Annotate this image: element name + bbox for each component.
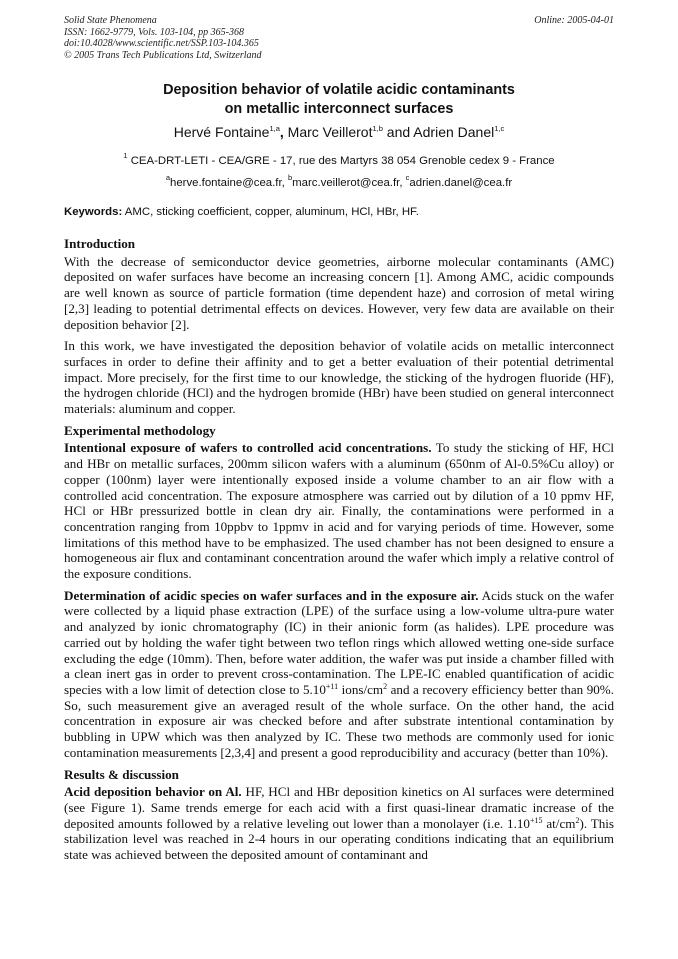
email-separator: ,: [399, 177, 406, 189]
exponent: 2: [575, 815, 580, 825]
email-address: adrien.danel@cea.fr: [409, 177, 513, 189]
paper-body: [64, 236, 614, 869]
author-name: Adrien Danel: [413, 124, 495, 140]
section-heading-methodology: Experimental methodology: [64, 422, 216, 438]
paragraph-lead: Determination of acidic species on wafer surfaces and in the exposure air.: [64, 587, 479, 603]
affiliation-mark: 1: [123, 151, 128, 160]
section-heading-introduction: Introduction: [64, 236, 136, 251]
journal-header: [64, 15, 262, 61]
title-line-2: on metallic interconnect surfaces: [224, 101, 454, 117]
paragraph: With the decrease of semiconductor device geometries, airborne molecular contaminants (AMC) deposited on wafer surfaces have become an increasing concern [1]. Among AMC, acidic compounds are well known as source of particle formation (time dependent haze) and corrosion of metal wiring [2,3] leading to potential detrimental effects on devices. However, very few data are available on their deposition behavior [2].: [64, 253, 614, 332]
author-affiliation-mark: 1,a: [269, 124, 280, 133]
paragraph: [64, 440, 614, 581]
online-date: Online: 2005-04-01: [534, 15, 614, 26]
paragraph: In this work, we have investigated the deposition behavior of volatile acids on metallic interconnect surfaces in order to define their affinity and to get a better evaluation of their potential detrimental impact. More precisely, for the first time to our knowledge, the sticking of the hydrogen fluoride (HF), the hydrogen chloride (HCl) and the hydrogen bromide (HBr) have been studied on general interconnect materials: aluminum and copper.: [64, 338, 614, 417]
journal-issn: ISSN: 1662-9779, Vols. 103-104, pp 365-368: [64, 26, 244, 38]
author-affiliation-mark: 1,c: [494, 124, 505, 133]
keywords: [64, 204, 614, 220]
paper-title: [64, 81, 614, 119]
email-mark: c: [405, 173, 410, 182]
email-mark: b: [287, 173, 293, 182]
exponent: +11: [325, 681, 339, 691]
paragraph-lead: Acid deposition behavior on Al.: [64, 784, 242, 800]
paragraph: [64, 784, 614, 863]
author-name: Hervé Fontaine: [173, 124, 270, 140]
journal-name: Solid State Phenomena: [64, 15, 157, 26]
paragraph-text: HF, HCl and HBr deposition kinetics on Al surfaces were determined (see Figure 1). Same trends emerge for each acid with a first quasi-linear dramatic increase of the deposited amounts followed by a relative leveling out lower than a monolayer (i.e. 1.10: [64, 784, 614, 831]
author-separator: and: [382, 124, 414, 140]
paragraph-text: Acids stuck on the wafer were collected by a liquid phase extraction (LPE) of the surface using a low-volume ultra-pure water and analyzed by ionic chromatography (IC) in their anionic form (as halides). LPE procedure was carried out by holding the wafer tight between two teflon rings which allowed wetting one-side surface excluding the edge (10mm). Then, before water addition, the wafer was put inside a chamber filled with a clean inert gas in order to prevent cross-contamination. The LPE-IC enabled quantification of acidic species with a low limit of detection close to 5.10: [64, 587, 614, 697]
author-list: [64, 122, 614, 142]
email-list: [64, 175, 614, 191]
email-address: herve.fontaine@cea.fr: [170, 177, 282, 189]
journal-copyright: © 2005 Trans Tech Publications Ltd, Switzerland: [64, 49, 262, 61]
paragraph-text: at/cm: [542, 815, 576, 831]
section-heading-results: Results & discussion: [64, 766, 179, 782]
paragraph-lead: Intentional exposure of wafers to controlled acid concentrations.: [64, 440, 432, 456]
keywords-text: AMC, sticking coefficient, copper, aluminum, HCl, HBr, HF.: [122, 206, 419, 218]
exponent: +15: [529, 815, 543, 825]
title-line-1: Deposition behavior of volatile acidic contaminants: [163, 82, 515, 98]
email-address: marc.veillerot@cea.fr: [292, 177, 400, 189]
exponent: 2: [383, 681, 388, 691]
author-separator: ,: [279, 124, 288, 140]
paragraph-text: ). This stabilization level was reached in 2-4 hours in our operating conditions indicating that an equilibrium state was achieved between the deposited amount of contaminant and: [64, 815, 615, 863]
author-name: Marc Veillerot: [287, 124, 373, 140]
email-mark: a: [165, 173, 171, 182]
email-separator: ,: [281, 177, 288, 189]
paragraph-text: ions/cm: [338, 681, 384, 697]
affiliation: [64, 153, 614, 169]
paragraph-text: and a recovery efficiency better than 90%. So, such measurement give an averaged result of the whole surface. On the other hand, the acid concentration in exposure air was checked before and after substrate intentional contamination by bubbling in UPW which was then analyzed by IC. These two methods are commonly used for ionic contamination measurements [2,3,4] and present a good reproducibility and accuracy (better than 10%).: [64, 681, 614, 760]
keywords-label: Keywords:: [64, 206, 123, 218]
journal-doi: doi:10.4028/www.scientific.net/SSP.103-104.365: [64, 38, 259, 50]
paragraph-text: To study the sticking of HF, HCl and HBr on metallic surfaces, 200mm silicon wafers with a aluminum (650nm of Al-0.5%Cu alloy) or copper (100nm) layer were intentionally exposed inside a volume chamber to an air flow with a controlled acid concentration. The exposure atmosphere was carried out by dilution of a 10 ppmv HF, HCl or HBr pressurized bottle in clean dry air. Finally, the contaminations were performed in a concentration ranging from 10ppbv to 1ppmv in acid and for varying periods of time. However, some limitations of this method have to be emphasized. The used chamber has not been designed to ensure a homogeneous air flux and contaminant concentration around the wafer which imply a relative control of the exposure conditions.: [64, 440, 614, 582]
affiliation-text: CEA-DRT-LETI - CEA/GRE - 17, rue des Martyrs 38 054 Grenoble cedex 9 - France: [127, 155, 555, 167]
author-affiliation-mark: 1,b: [372, 124, 383, 133]
paragraph: [64, 588, 614, 761]
